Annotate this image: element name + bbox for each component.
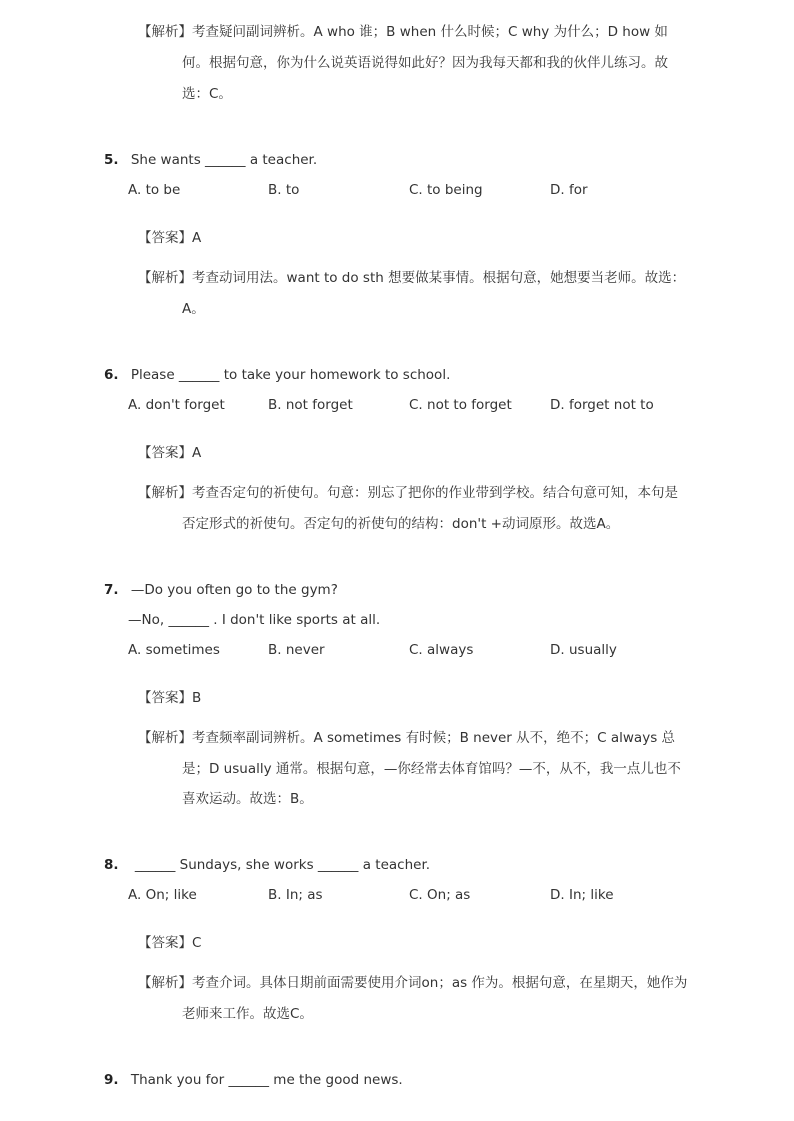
analysis-text: 考查介词。具体日期前面需要使用介词on；as 作为。根据句意，在星期天，她作为 (192, 975, 688, 991)
analysis-text: 老师来工作。故选C。 (182, 1006, 313, 1022)
question-stem-line2: —No, ______ . I don't like sports at all. (128, 612, 381, 628)
analysis-tag: 【解析】 (138, 730, 192, 746)
question-number: 7. (104, 582, 119, 598)
option-a: A. to be (128, 182, 181, 198)
option-a: A. On; like (128, 887, 197, 903)
answer-tag: 【答案】 (138, 935, 192, 951)
answer-value: A (192, 230, 202, 246)
answer-tag: 【答案】 (138, 230, 192, 246)
analysis-tag: 【解析】 (138, 24, 192, 40)
analysis-text: 考查动词用法。want to do sth 想要做某事情。根据句意，她想要当老师。故选： (192, 270, 686, 286)
analysis-text: 是；D usually 通常。根据句意，—你经常去体育馆吗？—不，从不，我一点儿也不 (182, 761, 681, 777)
option-b: B. to (268, 182, 300, 198)
option-d: D. usually (550, 642, 617, 658)
answer-tag: 【答案】 (138, 445, 192, 461)
analysis-text: 否定形式的祈使句。否定句的祈使句的结构：don't +动词原形。故选A。 (182, 516, 620, 532)
option-a: A. don't forget (128, 397, 225, 413)
option-d: D. forget not to (550, 397, 654, 413)
question-stem: Thank you for ______ me the good news. (130, 1072, 403, 1088)
question-number: 8. (104, 857, 119, 873)
analysis-text: 选：C。 (182, 86, 232, 102)
analysis-text: 考查疑问副词辨析。A who 谁；B when 什么时候；C why 为什么；D how 如 (192, 24, 668, 40)
analysis-text: 考查否定句的祈使句。句意：别忘了把你的作业带到学校。结合句意可知，本句是 (192, 485, 678, 501)
analysis-tag: 【解析】 (138, 270, 192, 286)
analysis-text: 考查频率副词辨析。A sometimes 有时候；B never 从不，绝不；C always 总 (192, 730, 676, 746)
answer-tag: 【答案】 (138, 690, 192, 706)
answer (138, 228, 201, 248)
option-c: C. always (409, 642, 474, 658)
option-b: B. In; as (268, 887, 323, 903)
analysis-text: 何。根据句意，你为什么说英语说得如此好？因为我每天都和我的伙伴儿练习。故 (182, 55, 668, 71)
question-stem: She wants ______ a teacher. (130, 152, 318, 168)
question-stem: Please ______ to take your homework to school. (130, 367, 451, 383)
question-number: 5. (104, 152, 119, 168)
option-d: D. In; like (550, 887, 614, 903)
analysis-text: 喜欢运动。故选：B。 (182, 791, 313, 807)
analysis-tag: 【解析】 (138, 485, 192, 501)
analysis-tag: 【解析】 (138, 975, 192, 991)
option-b: B. not forget (268, 397, 353, 413)
answer (138, 443, 201, 463)
option-d: D. for (550, 182, 588, 198)
answer-value: A (192, 445, 202, 461)
question-number: 9. (104, 1072, 119, 1088)
answer-value: B (192, 690, 202, 706)
analysis-text: A。 (182, 301, 205, 317)
option-c: C. not to forget (409, 397, 512, 413)
question-stem: ______ Sundays, she works ______ a teacher. (134, 857, 431, 873)
question-stem: —Do you often go to the gym? (130, 582, 338, 598)
answer (138, 688, 201, 708)
option-a: A. sometimes (128, 642, 220, 658)
option-c: C. On; as (409, 887, 471, 903)
question-number: 6. (104, 367, 119, 383)
option-c: C. to being (409, 182, 483, 198)
option-b: B. never (268, 642, 325, 658)
answer (138, 933, 201, 953)
answer-value: C (192, 935, 202, 951)
